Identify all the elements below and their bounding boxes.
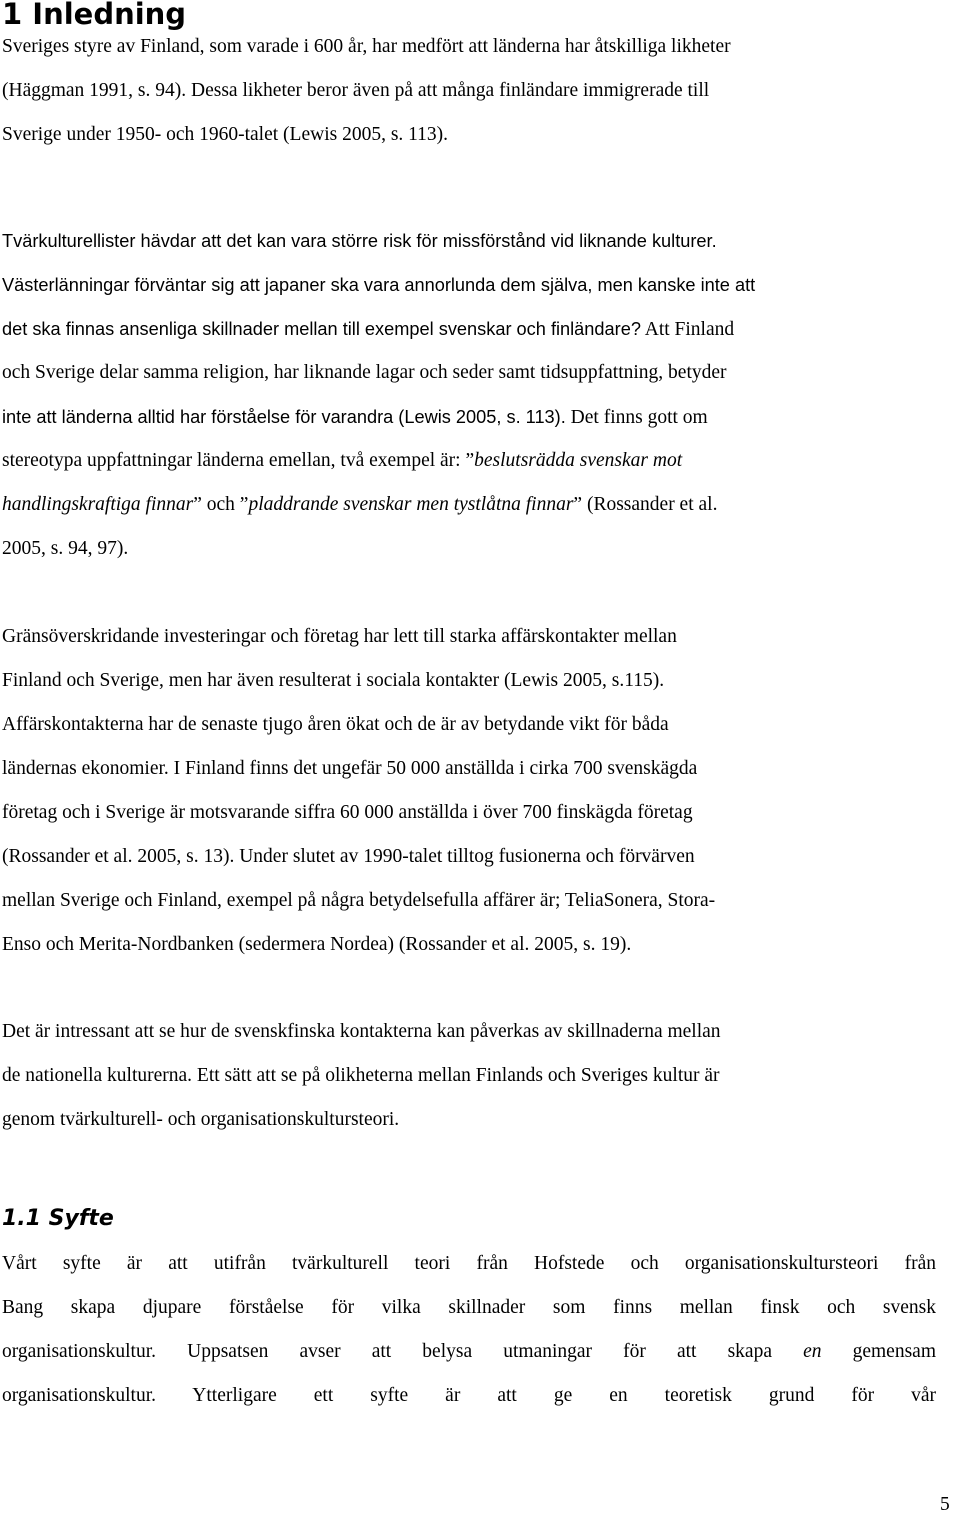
text-line [2, 1330, 936, 1374]
quote-close: ” [193, 494, 202, 515]
text-segment: inte att länderna alltid har förståelse för varandra (Lewis 2005, s. 113). [2, 407, 566, 427]
stereotype-quote: beslutsrädda svenskar mot [474, 450, 683, 471]
text-line: Vårt syfte är att utifrån tvärkulturell teori från Hofstede och organisationskultursteori från [2, 1253, 936, 1274]
text-line: Enso och Merita-Nordbanken (sedermera Nordea) (Rossander et al. 2005, s. 19). [2, 934, 632, 955]
paragraph-intro [2, 25, 936, 157]
text-line: Finland och Sverige, men har även resulterat i sociala kontakter (Lewis 2005, s.115). [2, 670, 665, 691]
text-line: organisationskultur. Ytterligare ett syfte är att ge en teoretisk grund för vår [2, 1385, 936, 1406]
section-heading: 1.1 Syfte [2, 1206, 114, 1231]
stereotype-quote: handlingskraftiga finnar [2, 494, 194, 515]
text-line: mellan Sverige och Finland, exempel på några betydelsefulla affärer är; TeliaSonera, Stora- [2, 890, 716, 911]
text-line: 2005, s. 94, 97). [2, 538, 129, 559]
stereotype-quote: pladdrande svenskar men tystlåtna finnar [248, 494, 574, 515]
text-segment: gemensam [821, 1341, 936, 1362]
paragraph-business [2, 615, 936, 967]
text-segment: Det finns gott om [565, 407, 708, 428]
text-segment: stereotypa uppfattningar länderna emellan, två exempel är: [2, 450, 466, 471]
text-segment: organisationskultur. Uppsatsen avser att belysa utmaningar för att skapa [2, 1341, 804, 1362]
text-line: de nationella kulturerna. Ett sätt att se på olikheterna mellan Finlands och Sveriges kultur är [2, 1065, 720, 1086]
chapter-heading: 1 Inledning [2, 0, 187, 31]
emphasis: en [803, 1341, 822, 1362]
paragraph-purpose [2, 1242, 936, 1418]
quote-close: ” [573, 494, 583, 515]
text-line: (Rossander et al. 2005, s. 13). Under slutet av 1990-talet tilltog fusionerna och förvärven [2, 846, 695, 867]
text-line: och Sverige delar samma religion, har liknande lagar och seder samt tidsuppfattning, betyder [2, 362, 727, 383]
text-line [2, 307, 936, 351]
text-line [2, 439, 936, 483]
text-segment: Att Finland [640, 319, 735, 340]
paragraph-interest [2, 1010, 936, 1142]
text-line: Västerlänningar förväntar sig att japaner ska vara annorlunda dem själva, men kanske inte att [2, 275, 756, 295]
text-line: Bang skapa djupare förståelse för vilka skillnader som finns mellan finsk och svensk [2, 1297, 936, 1318]
text-line: genom tvärkulturell- och organisationskultursteori. [2, 1109, 400, 1130]
text-segment: (Rossander et al. [582, 494, 718, 515]
text-segment: och [201, 494, 240, 515]
text-line: Sveriges styre av Finland, som varade i 600 år, har medfört att länderna har åtskilliga likheter [2, 36, 731, 57]
quote-open: ” [465, 450, 475, 471]
text-line: (Häggman 1991, s. 94). Dessa likheter beror även på att många finländare immigrerade till [2, 80, 710, 101]
text-line: Det är intressant att se hur de svenskfinska kontakterna kan påverkas av skillnaderna mellan [2, 1021, 721, 1042]
page-number: 5 [940, 1494, 950, 1515]
quote-open: ” [239, 494, 249, 515]
text-line: Tvärkulturellister hävdar att det kan vara större risk för missförstånd vid liknande kulturer. [2, 231, 717, 251]
text-line [2, 395, 936, 439]
text-line [2, 483, 936, 527]
text-line: Gränsöverskridande investeringar och företag har lett till starka affärskontakter mellan [2, 626, 677, 647]
paragraph-cross-cultural [2, 219, 936, 571]
text-segment: det ska finnas ansenliga skillnader mellan till exempel svenskar och finländare? [2, 319, 641, 339]
text-line: Sverige under 1950- och 1960-talet (Lewis 2005, s. 113). [2, 124, 449, 145]
text-line: företag och i Sverige är motsvarande siffra 60 000 anställda i över 700 finskägda företag [2, 802, 693, 823]
text-line: ländernas ekonomier. I Finland finns det ungefär 50 000 anställda i cirka 700 svenskägda [2, 758, 698, 779]
text-line: Affärskontakterna har de senaste tjugo åren ökat och de är av betydande vikt för båda [2, 714, 669, 735]
